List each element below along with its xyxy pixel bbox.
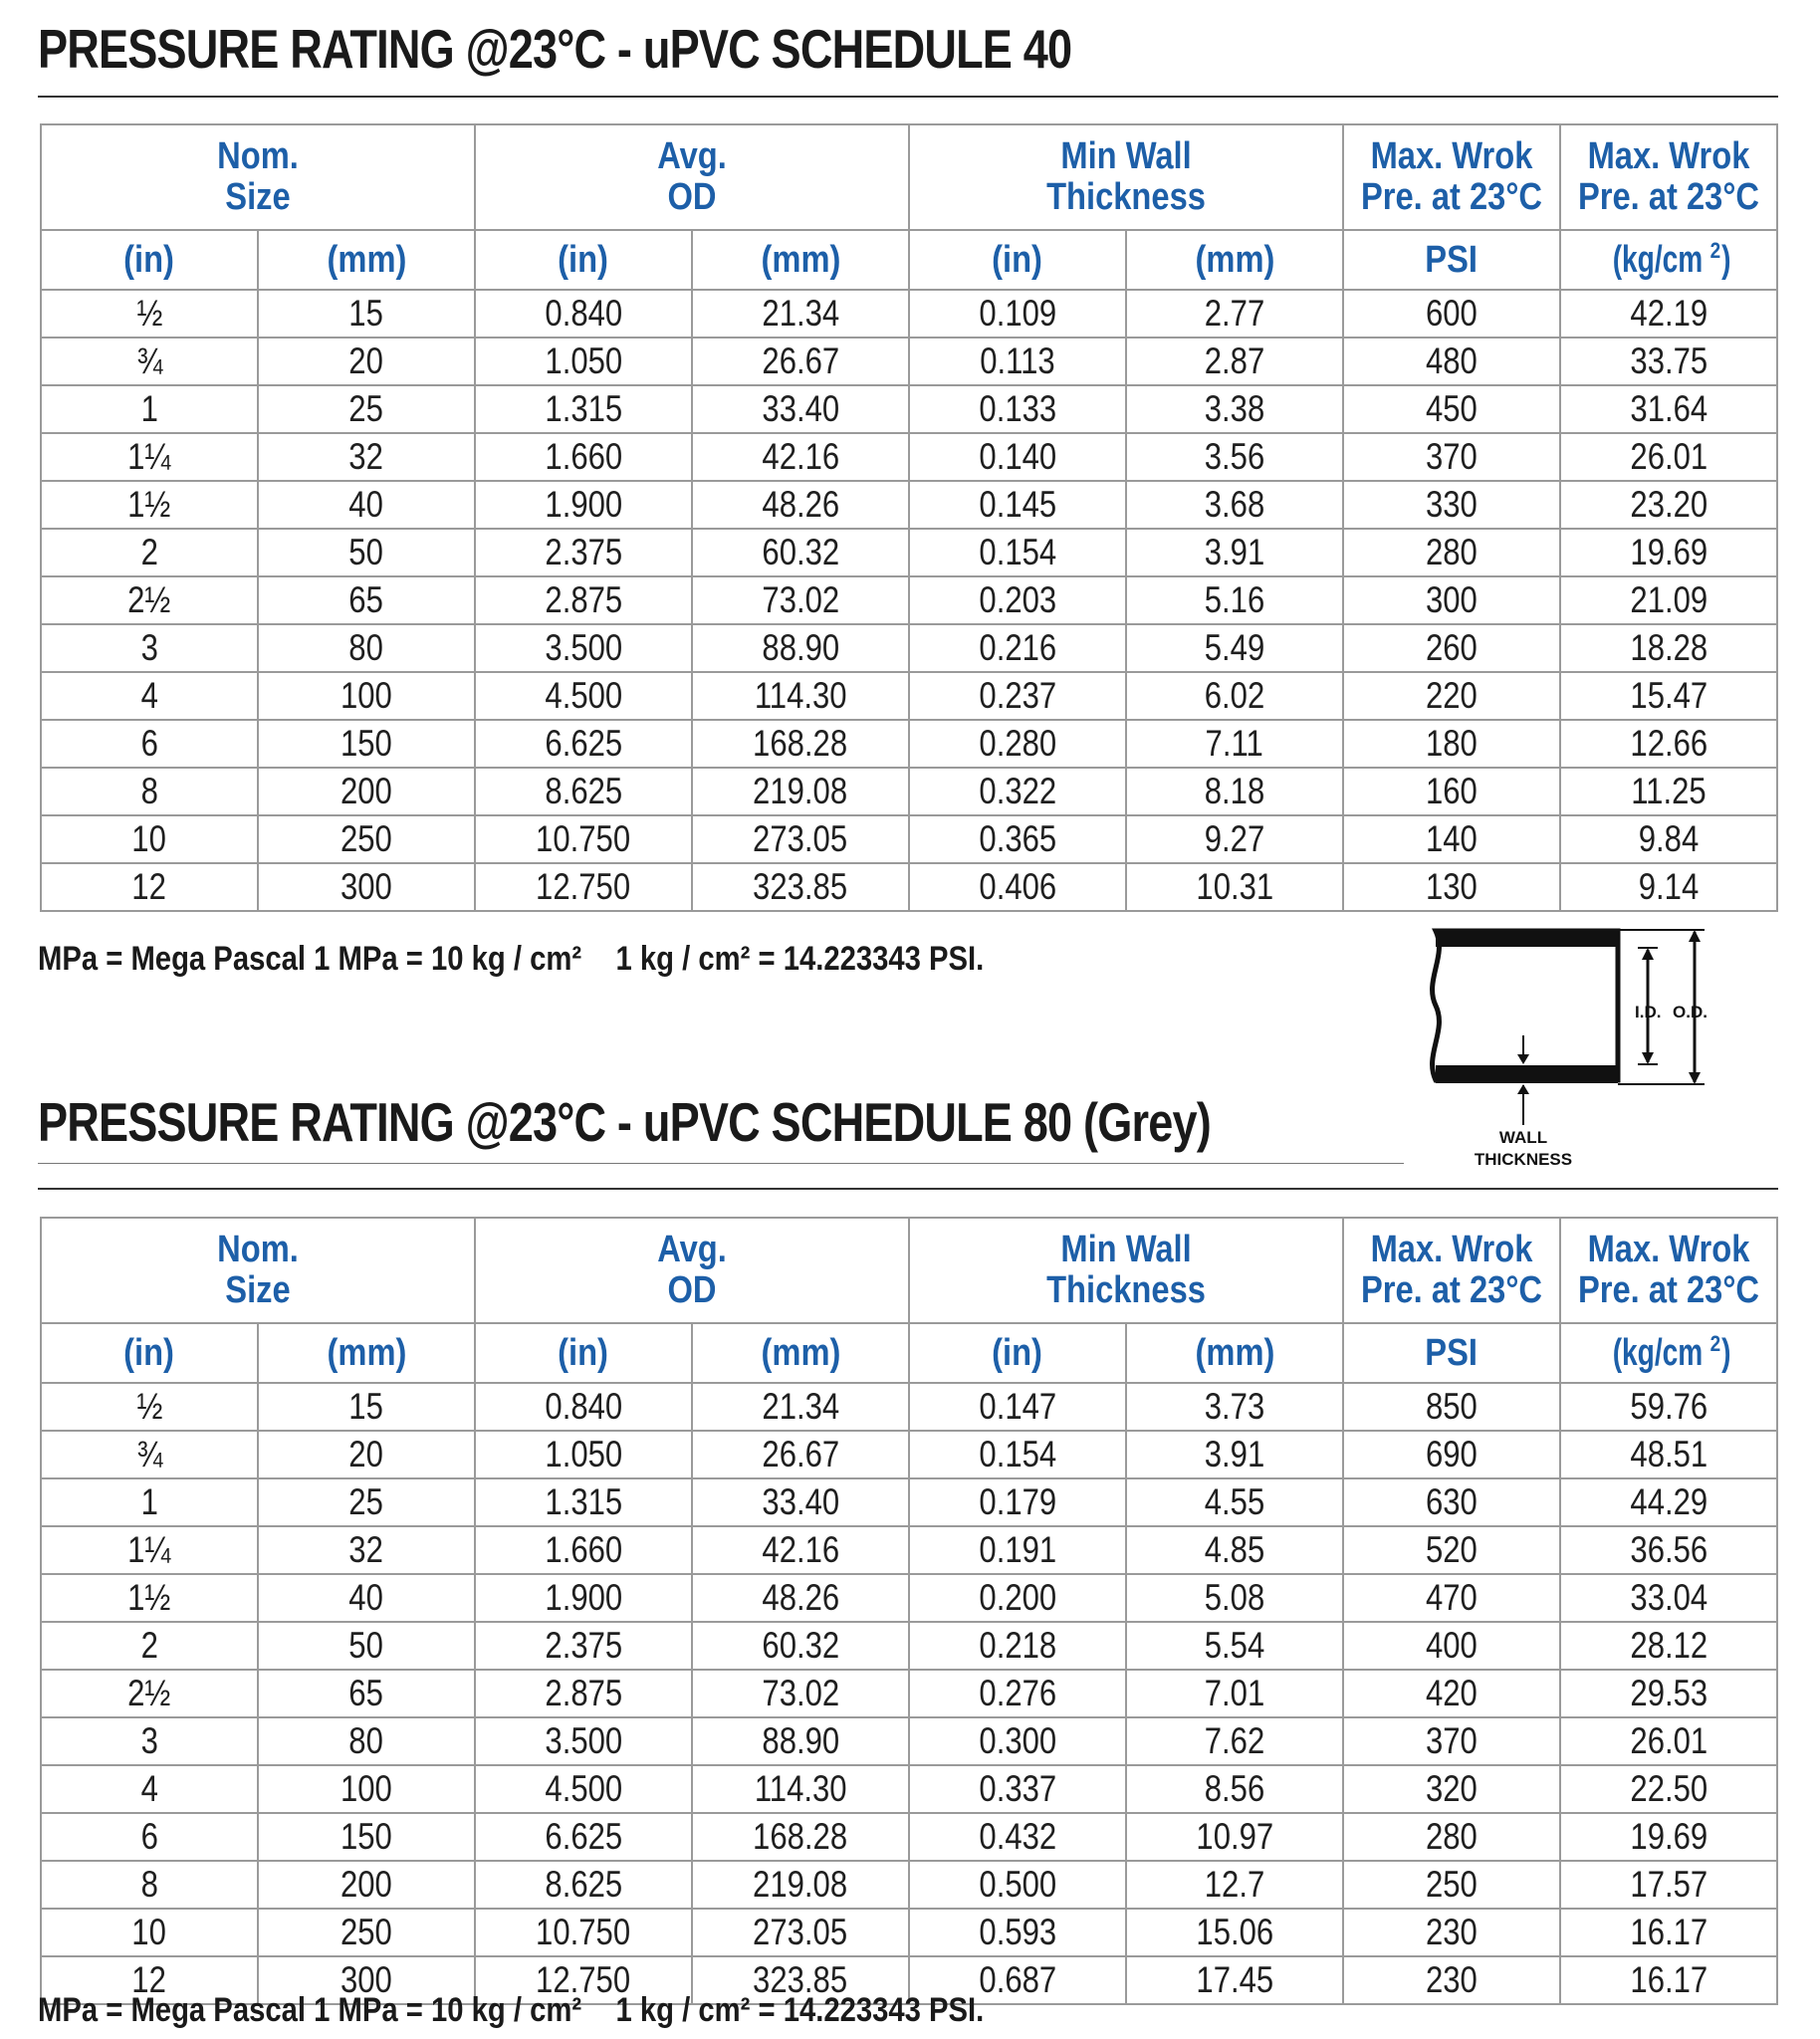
- table-cell: 200: [258, 768, 475, 815]
- table-cell: 65: [258, 1670, 475, 1717]
- table-cell: 12.66: [1560, 720, 1777, 768]
- unit-mm: (mm): [258, 1323, 475, 1383]
- table-cell: 22.50: [1560, 1765, 1777, 1813]
- table-cell: 7.62: [1126, 1717, 1343, 1765]
- table-cell: 273.05: [692, 815, 909, 863]
- table-cell: 1.660: [475, 1526, 692, 1574]
- table-row: [41, 529, 1777, 576]
- table-cell: 0.322: [909, 768, 1126, 815]
- table-cell: 280: [1343, 529, 1560, 576]
- table-cell: 1: [41, 385, 258, 433]
- table-cell: 11.25: [1560, 768, 1777, 815]
- table-cell: 250: [1343, 1861, 1560, 1909]
- table-cell: 520: [1343, 1526, 1560, 1574]
- wall-label-line1: WALL: [1498, 1128, 1548, 1147]
- table-cell: 8: [41, 768, 258, 815]
- table-cell: 1.900: [475, 1574, 692, 1622]
- table-cell: 0.154: [909, 529, 1126, 576]
- table-cell: 150: [258, 720, 475, 768]
- table-cell: 3.73: [1126, 1383, 1343, 1431]
- table-cell: 1.050: [475, 1431, 692, 1478]
- table-cell: 0.113: [909, 338, 1126, 385]
- table-cell: 0.300: [909, 1717, 1126, 1765]
- table-cell: 130: [1343, 863, 1560, 911]
- table-cell: 3: [41, 1717, 258, 1765]
- table-cell: 1.050: [475, 338, 692, 385]
- table-cell: 219.08: [692, 1861, 909, 1909]
- table-cell: 0.109: [909, 290, 1126, 338]
- table-cell: 1¼: [41, 433, 258, 481]
- table-cell: 420: [1343, 1670, 1560, 1717]
- table-cell: 42.16: [692, 1526, 909, 1574]
- schedule80-table: [40, 1217, 1778, 2005]
- table-cell: 0.840: [475, 1383, 692, 1431]
- table-cell: 6.625: [475, 720, 692, 768]
- unit-in: (in): [475, 1323, 692, 1383]
- table-cell: 20: [258, 338, 475, 385]
- table-cell: 7.01: [1126, 1670, 1343, 1717]
- table-cell: 16.17: [1560, 1909, 1777, 1956]
- od-arrow-up-icon: [1689, 930, 1701, 942]
- table-cell: 28.12: [1560, 1622, 1777, 1670]
- table-cell: 0.365: [909, 815, 1126, 863]
- id-label: I.D.: [1635, 1003, 1662, 1021]
- table-cell: 6.02: [1126, 672, 1343, 720]
- table-cell: 88.90: [692, 624, 909, 672]
- unit-in: (in): [41, 1323, 258, 1383]
- table-cell: 10.31: [1126, 863, 1343, 911]
- table-row: [41, 1526, 1777, 1574]
- table-cell: 15: [258, 1383, 475, 1431]
- table-cell: 480: [1343, 338, 1560, 385]
- table-cell: 450: [1343, 385, 1560, 433]
- table-cell: 9.27: [1126, 815, 1343, 863]
- table-cell: 1: [41, 1478, 258, 1526]
- table-cell: 15: [258, 290, 475, 338]
- table-cell: 230: [1343, 1909, 1560, 1956]
- table-cell: 48.26: [692, 481, 909, 529]
- table-cell: 370: [1343, 433, 1560, 481]
- table-cell: 3: [41, 624, 258, 672]
- table-cell: 400: [1343, 1622, 1560, 1670]
- table-cell: 2: [41, 1622, 258, 1670]
- title-rule: [38, 96, 1778, 98]
- table-row: [41, 1717, 1777, 1765]
- table-cell: 21.34: [692, 1383, 909, 1431]
- table-cell: 370: [1343, 1717, 1560, 1765]
- table-cell: 10: [41, 1909, 258, 1956]
- table-cell: 3.500: [475, 624, 692, 672]
- table-cell: 220: [1343, 672, 1560, 720]
- table-cell: 59.76: [1560, 1383, 1777, 1431]
- od-arrow-down-icon: [1689, 1072, 1701, 1084]
- table-cell: 323.85: [692, 1956, 909, 2004]
- pipe-cross-section-diagram: [1414, 926, 1712, 1185]
- table-cell: 300: [1343, 576, 1560, 624]
- table-cell: 8.625: [475, 768, 692, 815]
- table-row: [41, 385, 1777, 433]
- table-cell: 3.91: [1126, 529, 1343, 576]
- table-cell: 0.203: [909, 576, 1126, 624]
- table-cell: 323.85: [692, 863, 909, 911]
- table-cell: 630: [1343, 1478, 1560, 1526]
- table-cell: 260: [1343, 624, 1560, 672]
- wall-arrow-up-icon: [1517, 1084, 1529, 1094]
- table-cell: 25: [258, 1478, 475, 1526]
- table-cell: 0.133: [909, 385, 1126, 433]
- wall-label-line2: THICKNESS: [1474, 1150, 1573, 1169]
- header-max-kg: Max. Wrok Pre. at 23°C: [1560, 124, 1777, 230]
- header-min-wall: Min Wall Thickness: [909, 1218, 1343, 1323]
- table-cell: 12.7: [1126, 1861, 1343, 1909]
- table-cell: 0.500: [909, 1861, 1126, 1909]
- table-cell: 160: [1343, 768, 1560, 815]
- table-row: [41, 1431, 1777, 1478]
- table-cell: 15.47: [1560, 672, 1777, 720]
- table-cell: 60.32: [692, 1622, 909, 1670]
- table-cell: 5.16: [1126, 576, 1343, 624]
- table-cell: 0.191: [909, 1526, 1126, 1574]
- table-cell: 320: [1343, 1765, 1560, 1813]
- table-cell: 20: [258, 1431, 475, 1478]
- table-row: [41, 1813, 1777, 1861]
- table-cell: 200: [258, 1861, 475, 1909]
- table-cell: 273.05: [692, 1909, 909, 1956]
- table-cell: 0.179: [909, 1478, 1126, 1526]
- table-cell: 80: [258, 1717, 475, 1765]
- table-row: [41, 433, 1777, 481]
- table-cell: 3.500: [475, 1717, 692, 1765]
- table-cell: 4.500: [475, 672, 692, 720]
- table-cell: 6: [41, 720, 258, 768]
- table-cell: 0.280: [909, 720, 1126, 768]
- table-cell: 140: [1343, 815, 1560, 863]
- table-cell: 33.40: [692, 1478, 909, 1526]
- table-cell: 2: [41, 529, 258, 576]
- unit-row: [41, 1323, 1777, 1383]
- header-row: [41, 1218, 1777, 1323]
- table-row: [41, 481, 1777, 529]
- table-row: [41, 720, 1777, 768]
- table-cell: 0.200: [909, 1574, 1126, 1622]
- header-min-wall: Min Wall Thickness: [909, 124, 1343, 230]
- unit-row: [41, 230, 1777, 290]
- table-cell: 33.75: [1560, 338, 1777, 385]
- table-cell: 6: [41, 1813, 258, 1861]
- table-cell: 0.276: [909, 1670, 1126, 1717]
- table-cell: 8.18: [1126, 768, 1343, 815]
- header-nom-size: Nom. Size: [41, 1218, 475, 1323]
- table-cell: 26.01: [1560, 1717, 1777, 1765]
- table-cell: ½: [41, 290, 258, 338]
- table-cell: 10.750: [475, 1909, 692, 1956]
- table-cell: 250: [258, 1909, 475, 1956]
- table-cell: 9.14: [1560, 863, 1777, 911]
- table-cell: 8.56: [1126, 1765, 1343, 1813]
- table-cell: 23.20: [1560, 481, 1777, 529]
- table-cell: 0.216: [909, 624, 1126, 672]
- table-cell: 280: [1343, 1813, 1560, 1861]
- table-cell: 60.32: [692, 529, 909, 576]
- table-row: [41, 576, 1777, 624]
- table-cell: 2.375: [475, 529, 692, 576]
- table-cell: 36.56: [1560, 1526, 1777, 1574]
- table-cell: 168.28: [692, 720, 909, 768]
- table-cell: 600: [1343, 290, 1560, 338]
- table-cell: 5.49: [1126, 624, 1343, 672]
- table-row: [41, 290, 1777, 338]
- table-cell: 4.500: [475, 1765, 692, 1813]
- table-cell: 150: [258, 1813, 475, 1861]
- table-cell: 19.69: [1560, 1813, 1777, 1861]
- table-cell: 3.68: [1126, 481, 1343, 529]
- table-cell: 18.28: [1560, 624, 1777, 672]
- header-row: [41, 124, 1777, 230]
- table-row: [41, 672, 1777, 720]
- table-cell: 114.30: [692, 1765, 909, 1813]
- table-cell: 0.432: [909, 1813, 1126, 1861]
- table-cell: 10: [41, 815, 258, 863]
- table-cell: 1.900: [475, 481, 692, 529]
- schedule80-title: PRESSURE RATING @23°C - uPVC SCHEDULE 80 (Grey): [38, 1091, 1211, 1153]
- table-cell: 31.64: [1560, 385, 1777, 433]
- table-cell: 32: [258, 433, 475, 481]
- table-cell: 1¼: [41, 1526, 258, 1574]
- header-max-kg: Max. Wrok Pre. at 23°C: [1560, 1218, 1777, 1323]
- table-cell: 470: [1343, 1574, 1560, 1622]
- table-cell: 0.593: [909, 1909, 1126, 1956]
- unit-psi: PSI: [1343, 1323, 1560, 1383]
- table-cell: 2.87: [1126, 338, 1343, 385]
- table-cell: 73.02: [692, 1670, 909, 1717]
- table-cell: 100: [258, 672, 475, 720]
- table-row: [41, 1861, 1777, 1909]
- unit-in: (in): [909, 1323, 1126, 1383]
- table-cell: 6.625: [475, 1813, 692, 1861]
- table-cell: 8: [41, 1861, 258, 1909]
- schedule40-table: [40, 123, 1778, 912]
- table-cell: 16.17: [1560, 1956, 1777, 2004]
- table-cell: 15.06: [1126, 1909, 1343, 1956]
- table-row: [41, 815, 1777, 863]
- table-cell: 17.57: [1560, 1861, 1777, 1909]
- table-row: [41, 1383, 1777, 1431]
- id-arrow-down-icon: [1642, 1052, 1654, 1064]
- table-cell: 114.30: [692, 672, 909, 720]
- table-row: [41, 1478, 1777, 1526]
- table-cell: 250: [258, 815, 475, 863]
- table-cell: 8.625: [475, 1861, 692, 1909]
- table-cell: 2.375: [475, 1622, 692, 1670]
- table-cell: ¾: [41, 1431, 258, 1478]
- table-cell: 5.54: [1126, 1622, 1343, 1670]
- table-cell: 1½: [41, 1574, 258, 1622]
- header-max-psi: Max. Wrok Pre. at 23°C: [1343, 124, 1560, 230]
- table-cell: 1.660: [475, 433, 692, 481]
- table-cell: 12.750: [475, 1956, 692, 2004]
- table-cell: 80: [258, 624, 475, 672]
- table-cell: 300: [258, 1956, 475, 2004]
- title-rule: [38, 1163, 1404, 1164]
- unit-kg-cm2: (kg/cm $^2$): [1560, 230, 1777, 290]
- header-avg-od: Avg. OD: [475, 124, 909, 230]
- unit-psi: PSI: [1343, 230, 1560, 290]
- schedule40-title: PRESSURE RATING @23°C - uPVC SCHEDULE 40: [38, 18, 1072, 80]
- unit-mm: (mm): [258, 230, 475, 290]
- table-cell: 300: [258, 863, 475, 911]
- table-cell: 17.45: [1126, 1956, 1343, 2004]
- table-cell: 1.315: [475, 385, 692, 433]
- table-cell: 7.11: [1126, 720, 1343, 768]
- table-cell: 3.91: [1126, 1431, 1343, 1478]
- table-cell: 0.154: [909, 1431, 1126, 1478]
- header-avg-od: Avg. OD: [475, 1218, 909, 1323]
- unit-mm: (mm): [1126, 230, 1343, 290]
- table-cell: 690: [1343, 1431, 1560, 1478]
- table-cell: 48.26: [692, 1574, 909, 1622]
- table-cell: 26.67: [692, 338, 909, 385]
- unit-mm: (mm): [692, 1323, 909, 1383]
- table-cell: 4: [41, 1765, 258, 1813]
- table-cell: 1.315: [475, 1478, 692, 1526]
- table-cell: 230: [1343, 1956, 1560, 2004]
- unit-in: (in): [909, 230, 1126, 290]
- table-cell: 73.02: [692, 576, 909, 624]
- conversion-note: MPa = Mega Pascal 1 MPa = 10 kg / cm² 1 kg / cm² = 14.223343 PSI.: [38, 940, 985, 978]
- header-nom-size: Nom. Size: [41, 124, 475, 230]
- table-cell: 48.51: [1560, 1431, 1777, 1478]
- table-cell: 12: [41, 863, 258, 911]
- table-cell: 25: [258, 385, 475, 433]
- table-row: [41, 1765, 1777, 1813]
- table-row: [41, 338, 1777, 385]
- table-cell: 50: [258, 1622, 475, 1670]
- table-row: [41, 624, 1777, 672]
- pipe-top-wall: [1436, 929, 1618, 947]
- table-cell: 5.08: [1126, 1574, 1343, 1622]
- table-cell: 40: [258, 481, 475, 529]
- table-row: [41, 1574, 1777, 1622]
- table-cell: 4.85: [1126, 1526, 1343, 1574]
- table-cell: 0.840: [475, 290, 692, 338]
- table-cell: 42.19: [1560, 290, 1777, 338]
- table-cell: 0.687: [909, 1956, 1126, 2004]
- table-cell: 850: [1343, 1383, 1560, 1431]
- table-cell: 0.237: [909, 672, 1126, 720]
- table-cell: 29.53: [1560, 1670, 1777, 1717]
- table-cell: 32: [258, 1526, 475, 1574]
- id-arrow-up-icon: [1642, 948, 1654, 960]
- table-cell: 1½: [41, 481, 258, 529]
- table-cell: 0.406: [909, 863, 1126, 911]
- table-cell: 88.90: [692, 1717, 909, 1765]
- table-cell: 19.69: [1560, 529, 1777, 576]
- od-label: O.D.: [1673, 1003, 1707, 1021]
- table-cell: 4.55: [1126, 1478, 1343, 1526]
- table-cell: 100: [258, 1765, 475, 1813]
- table-cell: ½: [41, 1383, 258, 1431]
- table-cell: 168.28: [692, 1813, 909, 1861]
- unit-in: (in): [41, 230, 258, 290]
- table-cell: 219.08: [692, 768, 909, 815]
- section-rule: [38, 1188, 1778, 1190]
- table-cell: 0.337: [909, 1765, 1126, 1813]
- table-cell: 2.875: [475, 1670, 692, 1717]
- table-cell: 50: [258, 529, 475, 576]
- table-cell: 2.875: [475, 576, 692, 624]
- table-cell: 10.97: [1126, 1813, 1343, 1861]
- table-cell: 12.750: [475, 863, 692, 911]
- table-row: [41, 1670, 1777, 1717]
- table-row: [41, 1909, 1777, 1956]
- unit-mm: (mm): [1126, 1323, 1343, 1383]
- table-cell: 3.56: [1126, 433, 1343, 481]
- table-cell: 2½: [41, 576, 258, 624]
- table-cell: 10.750: [475, 815, 692, 863]
- table-cell: 4: [41, 672, 258, 720]
- pipe-bottom-wall: [1436, 1065, 1618, 1083]
- table-cell: 26.67: [692, 1431, 909, 1478]
- table-cell: 0.140: [909, 433, 1126, 481]
- table-cell: 44.29: [1560, 1478, 1777, 1526]
- table-cell: 33.04: [1560, 1574, 1777, 1622]
- table-cell: 0.145: [909, 481, 1126, 529]
- unit-mm: (mm): [692, 230, 909, 290]
- table-cell: 12: [41, 1956, 258, 2004]
- table-cell: 40: [258, 1574, 475, 1622]
- table-cell: 21.09: [1560, 576, 1777, 624]
- table-cell: 26.01: [1560, 433, 1777, 481]
- unit-in: (in): [475, 230, 692, 290]
- table-cell: 330: [1343, 481, 1560, 529]
- table-cell: 180: [1343, 720, 1560, 768]
- table-cell: ¾: [41, 338, 258, 385]
- header-max-psi: Max. Wrok Pre. at 23°C: [1343, 1218, 1560, 1323]
- table-cell: 3.38: [1126, 385, 1343, 433]
- table-cell: 65: [258, 576, 475, 624]
- table-cell: 9.84: [1560, 815, 1777, 863]
- table-cell: 42.16: [692, 433, 909, 481]
- table-row: [41, 768, 1777, 815]
- table-cell: 2.77: [1126, 290, 1343, 338]
- table-cell: 2½: [41, 1670, 258, 1717]
- table-cell: 21.34: [692, 290, 909, 338]
- table-cell: 0.218: [909, 1622, 1126, 1670]
- table-row: [41, 1622, 1777, 1670]
- table-cell: 33.40: [692, 385, 909, 433]
- conversion-note: MPa = Mega Pascal 1 MPa = 10 kg / cm² 1 kg / cm² = 14.223343 PSI.: [38, 1991, 985, 2029]
- table-row: [41, 863, 1777, 911]
- table-cell: 0.147: [909, 1383, 1126, 1431]
- unit-kg-cm2: (kg/cm $^2$): [1560, 1323, 1777, 1383]
